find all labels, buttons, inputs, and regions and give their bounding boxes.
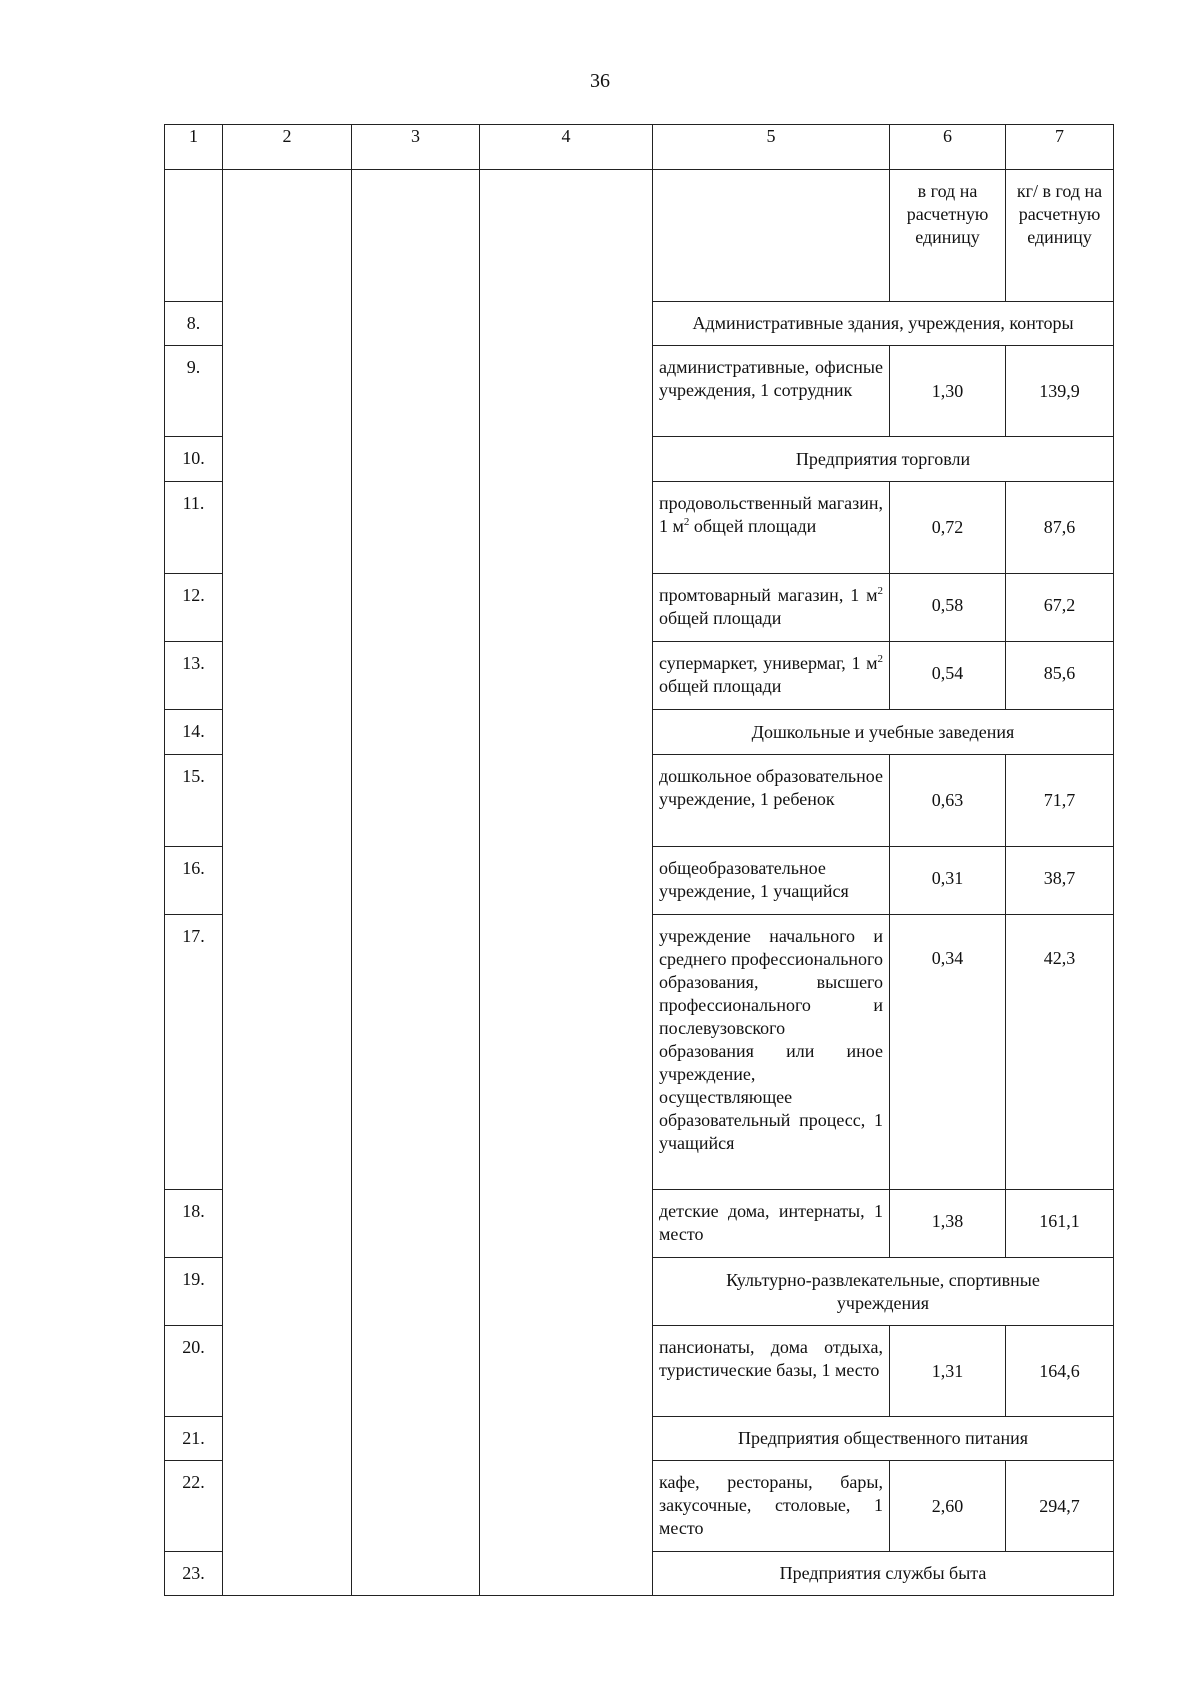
description-text: продовольственный магазин, 1 м — [659, 493, 883, 536]
empty-cell — [653, 170, 890, 302]
row-number: 13. — [165, 642, 223, 710]
superscript: 2 — [683, 516, 690, 528]
empty-cell — [165, 170, 223, 302]
row-number: 10. — [165, 437, 223, 482]
row-number: 12. — [165, 574, 223, 642]
value-col6: 0,31 — [890, 847, 1006, 915]
column-header: 5 — [653, 125, 890, 170]
value-col7: 87,6 — [1006, 482, 1114, 574]
value-col6: 0,63 — [890, 755, 1006, 847]
superscript: 2 — [877, 653, 883, 665]
column-header: 4 — [480, 125, 653, 170]
value-col7: 71,7 — [1006, 755, 1114, 847]
unit-col7: кг/ в год на расчетную единицу — [1006, 170, 1114, 302]
row-number: 19. — [165, 1258, 223, 1326]
section-heading: Предприятия торговли — [653, 437, 1114, 482]
value-col6: 0,34 — [890, 915, 1006, 1190]
value-col7: 164,6 — [1006, 1326, 1114, 1417]
column-header: 1 — [165, 125, 223, 170]
row-description: кафе, рестораны, бары, закусочные, столовые, 1 место — [653, 1461, 890, 1552]
row-description: детские дома, интернаты, 1 место — [653, 1190, 890, 1258]
value-col7: 294,7 — [1006, 1461, 1114, 1552]
column-header: 7 — [1006, 125, 1114, 170]
column-header: 2 — [223, 125, 352, 170]
col3-cell — [352, 170, 480, 1596]
column-header: 6 — [890, 125, 1006, 170]
unit-col6: в год на расчетную единицу — [890, 170, 1006, 302]
value-col7: 67,2 — [1006, 574, 1114, 642]
row-number: 17. — [165, 915, 223, 1190]
units-row — [165, 170, 1114, 302]
value-col6: 0,72 — [890, 482, 1006, 574]
row-number: 20. — [165, 1326, 223, 1417]
description-text: общей площади — [689, 516, 817, 536]
value-col6: 1,30 — [890, 346, 1006, 437]
value-col7: 42,3 — [1006, 915, 1114, 1190]
section-heading: Предприятия общественного питания — [653, 1417, 1114, 1461]
row-number: 14. — [165, 710, 223, 755]
col4-cell — [480, 170, 653, 1596]
row-number: 8. — [165, 302, 223, 346]
section-heading: Предприятия службы быта — [653, 1552, 1114, 1596]
section-heading: Дошкольные и учебные заведения — [653, 710, 1114, 755]
row-number: 11. — [165, 482, 223, 574]
row-description — [653, 574, 890, 642]
row-description: общеобразовательное учреждение, 1 учащийся — [653, 847, 890, 915]
row-number: 21. — [165, 1417, 223, 1461]
row-description: пансионаты, дома отдыха, туристические базы, 1 место — [653, 1326, 890, 1417]
row-number: 23. — [165, 1552, 223, 1596]
row-description: административные, офисные учреждения, 1 сотрудник — [653, 346, 890, 437]
value-col6: 0,54 — [890, 642, 1006, 710]
row-number: 15. — [165, 755, 223, 847]
row-number: 9. — [165, 346, 223, 437]
page-number: 36 — [590, 70, 610, 92]
value-col7: 161,1 — [1006, 1190, 1114, 1258]
row-number: 22. — [165, 1461, 223, 1552]
column-number-row — [165, 125, 1114, 170]
value-col6: 2,60 — [890, 1461, 1006, 1552]
row-description: учреждение начального и среднего профессионального образования, высшего профессионального и послевузовского образования или иное учреждение, осуществляющее образовательный процесс, 1 учащийся — [653, 915, 890, 1190]
value-col6: 1,38 — [890, 1190, 1006, 1258]
description-text: промтоварный магазин, 1 м — [659, 585, 878, 605]
description-text: супермаркет, универмаг, 1 м — [659, 653, 878, 673]
superscript: 2 — [877, 585, 883, 597]
value-col7: 38,7 — [1006, 847, 1114, 915]
value-col7: 139,9 — [1006, 346, 1114, 437]
norms-table — [164, 124, 1114, 1596]
value-col6: 1,31 — [890, 1326, 1006, 1417]
section-heading: Административные здания, учреждения, конторы — [653, 302, 1114, 346]
value-col7: 85,6 — [1006, 642, 1114, 710]
section-heading: Культурно-развлекательные, спортивные учреждения — [653, 1258, 1114, 1326]
row-description: дошкольное образовательное учреждение, 1 ребенок — [653, 755, 890, 847]
column-header: 3 — [352, 125, 480, 170]
col2-cell — [223, 170, 352, 1596]
row-number: 18. — [165, 1190, 223, 1258]
row-number: 16. — [165, 847, 223, 915]
description-text: общей площади — [659, 676, 782, 696]
description-text: общей площади — [659, 608, 782, 628]
value-col6: 0,58 — [890, 574, 1006, 642]
row-description — [653, 482, 890, 574]
row-description — [653, 642, 890, 710]
